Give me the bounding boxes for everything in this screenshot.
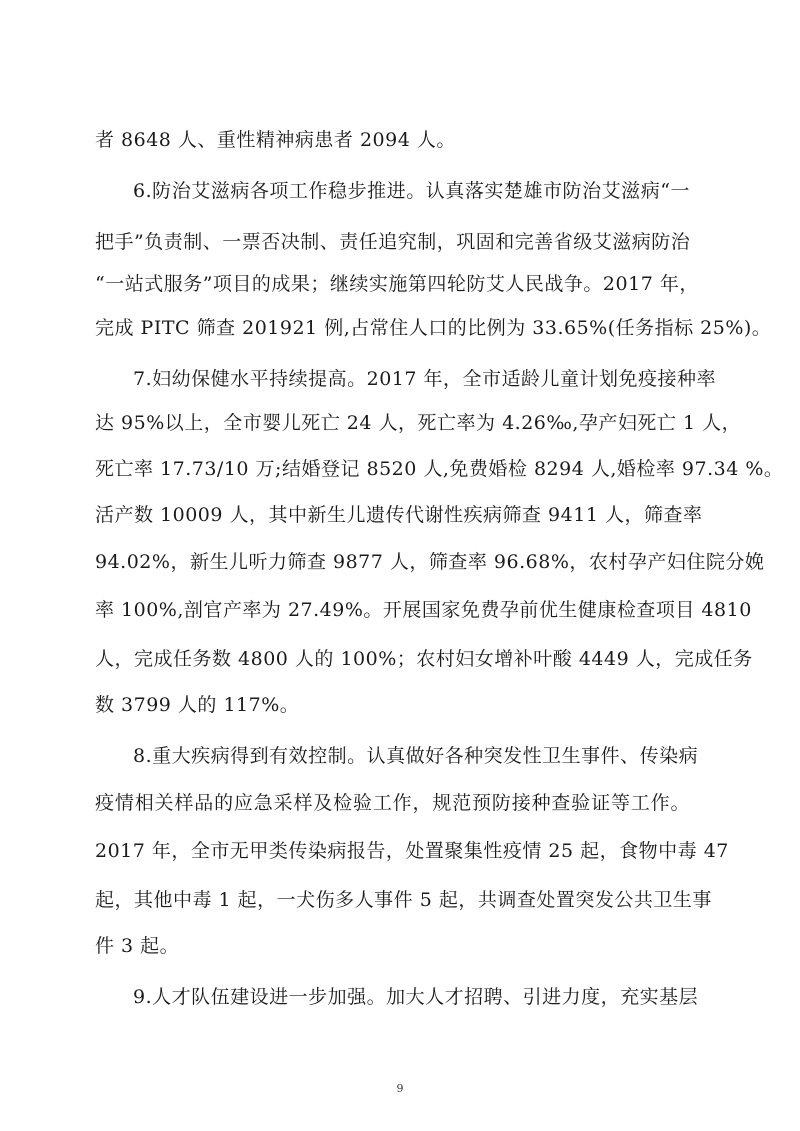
text-line: 件 3 起。 xyxy=(95,935,180,957)
section-heading-line: 8.重大疾病得到有效控制。认真做好各种突发性卫生事件、传染病 xyxy=(133,745,699,767)
text-line: 活产数 10009 人，其中新生儿遗传代谢性疾病筛查 9411 人，筛查率 xyxy=(95,504,703,526)
text-line: 完成 PITC 筛查 201921 例,占常住人口的比例为 33.65%(任务指标 25%)。 xyxy=(95,317,772,339)
text-line: 起，其他中毒 1 起，一犬伤多人事件 5 起，共调查处置突发公共卫生事 xyxy=(95,889,712,911)
text-line: “一站式服务”项目的成果；继续实施第四轮防艾人民战争。2017 年， xyxy=(95,273,699,295)
text-line: 达 95%以上，全市婴儿死亡 24 人，死亡率为 4.26‰,孕产妇死亡 1 人， xyxy=(95,412,742,434)
section-heading-line: 9.人才队伍建设进一步加强。加大人才招聘、引进力度，充实基层 xyxy=(133,986,699,1008)
text-line: 把手”负责制、一票否决制、责任追究制，巩固和完善省级艾滋病防治 xyxy=(95,231,691,253)
text-line: 率 100%,剖官产率为 27.49%。开展国家免费孕前优生健康检查项目 4810 xyxy=(95,599,752,621)
text-line: 死亡率 17.73/10 万;结婚登记 8520 人,免费婚检 8294 人,婚检率 97.34 %。 xyxy=(95,458,784,480)
section-heading-line: 6.防治艾滋病各项工作稳步推进。认真落实楚雄市防治艾滋病“一 xyxy=(133,180,690,202)
page-number: 9 xyxy=(396,1082,404,1095)
text-line: 数 3799 人的 117%。 xyxy=(95,694,300,716)
section-heading-line: 7.妇幼保健水平持续提高。2017 年，全市适龄儿童计划免疫接种率 xyxy=(133,368,717,390)
text-line: 94.02%，新生儿听力筛查 9877 人，筛查率 96.68%，农村孕产妇住院分娩 xyxy=(95,551,765,573)
text-line: 疫情相关样品的应急采样及检验工作，规范预防接种查验证等工作。 xyxy=(95,792,690,814)
text-line: 2017 年，全市无甲类传染病报告，处置聚集性疫情 25 起，食物中毒 47 xyxy=(95,840,729,862)
text-line: 者 8648 人、重性精神病患者 2094 人。 xyxy=(95,129,456,151)
text-line: 人，完成任务数 4800 人的 100%；农村妇女增补叶酸 4449 人，完成任务 xyxy=(95,648,753,670)
